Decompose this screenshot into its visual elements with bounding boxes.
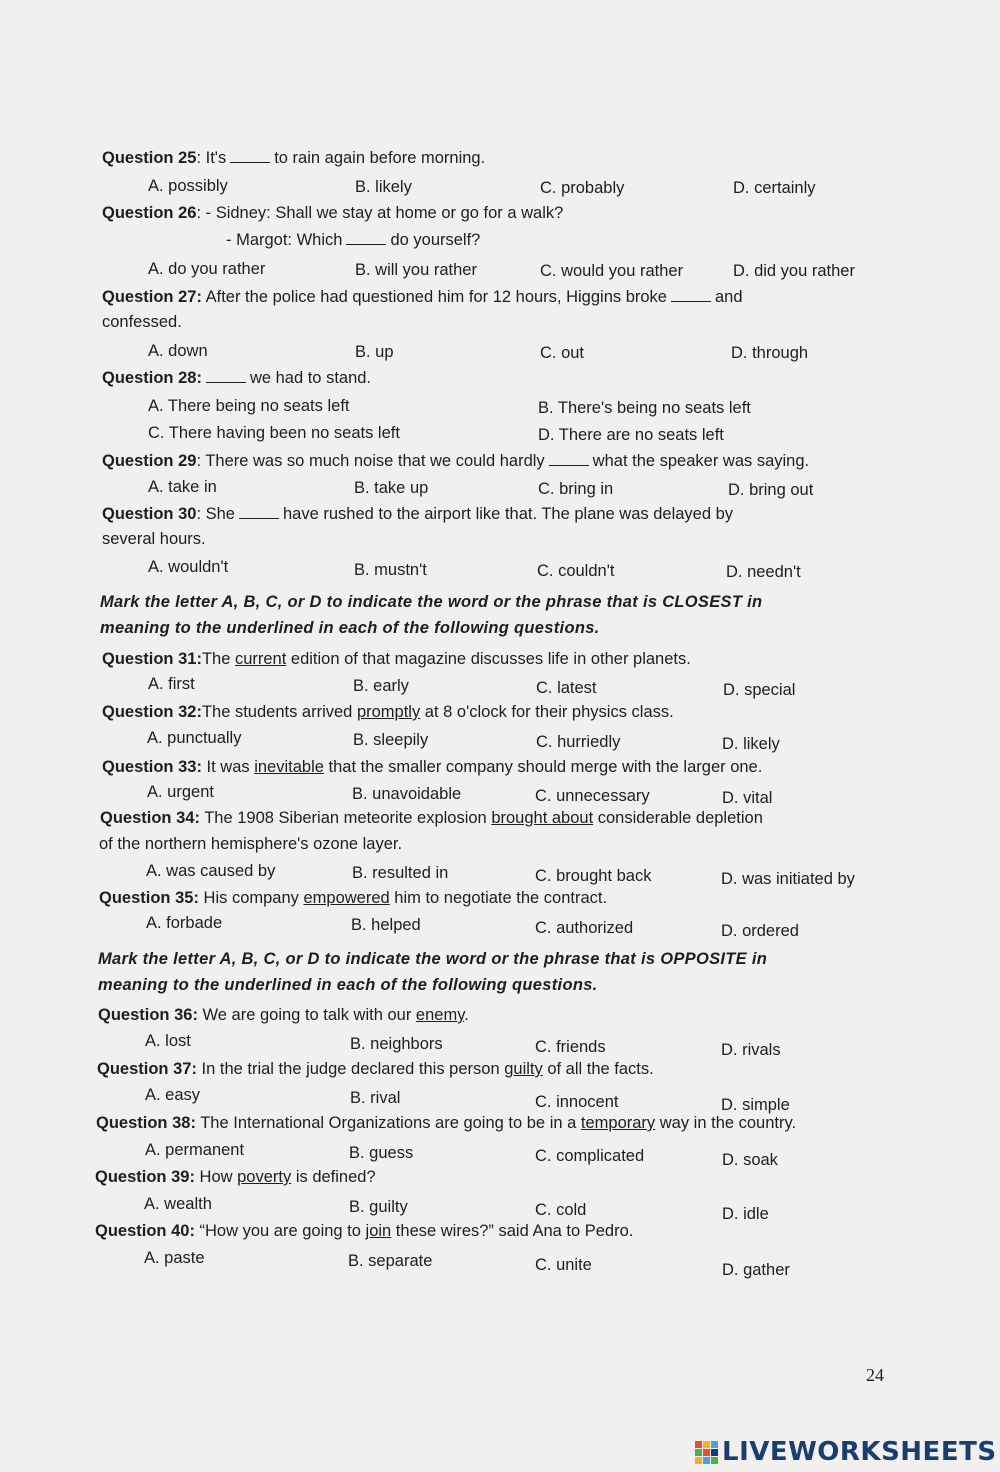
option-d: D. gather <box>722 1261 790 1279</box>
option-d: D. was initiated by <box>721 870 855 888</box>
option-d: D. needn't <box>726 563 801 581</box>
option-a: A. possibly <box>148 177 228 195</box>
question-35: Question 35: His company empowered him to negotiate the contract. <box>99 889 608 907</box>
question-32: Question 32:The students arrived promptly at 8 o'clock for their physics class. <box>102 703 674 721</box>
option-d: D. soak <box>722 1151 778 1169</box>
question-27-cont: confessed. <box>102 313 182 331</box>
question-25: Question 25: It's to rain again before morning. <box>102 149 486 167</box>
logo-square <box>695 1449 702 1456</box>
option-b: B. rival <box>350 1089 401 1107</box>
instruction-opposite: Mark the letter A, B, C, or D to indicate the word or the phrase that is OPPOSITE in <box>98 950 768 968</box>
underlined-word: guilty <box>504 1060 543 1078</box>
question-34: Question 34: The 1908 Siberian meteorite explosion brought about considerable depletion <box>100 809 763 827</box>
option-c: C. complicated <box>535 1147 645 1165</box>
logo-grid-icon <box>695 1441 718 1464</box>
option-b: B. early <box>353 677 409 695</box>
underlined-word: empowered <box>303 889 390 907</box>
option-c: C. friends <box>535 1038 606 1056</box>
option-c: C. latest <box>536 679 597 697</box>
question-33: Question 33: It was inevitable that the smaller company should merge with the larger one. <box>102 758 763 776</box>
option-c: C. would you rather <box>540 262 684 280</box>
option-b: B. take up <box>354 479 429 497</box>
question-26-line2: - Margot: Which do yourself? <box>226 231 481 249</box>
option-b: B. sleepily <box>353 731 429 749</box>
logo-square <box>711 1449 718 1456</box>
option-b: B. separate <box>348 1252 433 1270</box>
option-a: A. do you rather <box>148 260 266 278</box>
option-a: A. down <box>148 342 208 360</box>
liveworksheets-logo[interactable] <box>695 1437 997 1467</box>
underlined-word: enemy <box>415 1006 465 1024</box>
option-d: D. did you rather <box>733 262 855 280</box>
option-c: C. unite <box>535 1256 592 1274</box>
question-40: Question 40: “How you are going to join these wires?” said Ana to Pedro. <box>95 1222 634 1240</box>
question-39: Question 39: How poverty is defined? <box>95 1168 376 1186</box>
option-a: A. first <box>148 675 195 693</box>
option-a: A. urgent <box>147 783 214 801</box>
option-b: B. neighbors <box>350 1035 443 1053</box>
option-d: D. vital <box>722 789 773 807</box>
option-b: B. mustn't <box>354 561 427 579</box>
option-b: B. guilty <box>349 1198 408 1216</box>
logo-square <box>703 1457 710 1464</box>
option-a: A. There being no seats left <box>148 397 350 415</box>
option-b: B. likely <box>355 178 412 196</box>
question-30: Question 30: She have rushed to the airport like that. The plane was delayed by <box>102 505 734 523</box>
option-d: D. rivals <box>721 1041 781 1059</box>
option-c: C. brought back <box>535 867 652 885</box>
option-c: C. probably <box>540 179 625 197</box>
underlined-word: current <box>234 650 287 668</box>
option-c: C. There having been no seats left <box>148 424 400 442</box>
underlined-word: poverty <box>237 1168 292 1186</box>
answer-blank <box>206 370 246 383</box>
answer-blank <box>671 289 711 302</box>
underlined-word: brought about <box>491 809 594 827</box>
option-a: A. wealth <box>144 1195 212 1213</box>
option-a: A. permanent <box>145 1141 245 1159</box>
logo-square <box>711 1457 718 1464</box>
instruction-opposite-line2: meaning to the underlined in each of the following questions. <box>98 976 598 994</box>
instruction-closest: Mark the letter A, B, C, or D to indicate the word or the phrase that is CLOSEST in <box>100 593 763 611</box>
option-b: B. There's being no seats left <box>538 399 751 417</box>
option-c: C. couldn't <box>537 562 615 580</box>
question-38: Question 38: The International Organizations are going to be in a temporary way in the country. <box>96 1114 797 1132</box>
option-c: C. unnecessary <box>535 787 650 805</box>
option-c: C. bring in <box>538 480 614 498</box>
logo-square <box>703 1441 710 1448</box>
question-30-cont: several hours. <box>102 530 206 548</box>
option-b: B. helped <box>351 916 421 934</box>
option-a: A. punctually <box>147 729 242 747</box>
question-36: Question 36: We are going to talk with our enemy. <box>98 1006 469 1024</box>
question-27: Question 27: After the police had questioned him for 12 hours, Higgins broke and <box>102 288 743 306</box>
question-34-cont: of the northern hemisphere's ozone layer. <box>99 835 403 853</box>
answer-blank <box>549 453 589 466</box>
logo-square <box>695 1441 702 1448</box>
question-31: Question 31:The current edition of that magazine discusses life in other planets. <box>102 650 691 668</box>
question-28: Question 28: we had to stand. <box>102 369 372 387</box>
underlined-word: join <box>365 1222 392 1240</box>
option-c: C. innocent <box>535 1093 619 1111</box>
option-a: A. was caused by <box>146 862 276 880</box>
option-b: B. will you rather <box>355 261 477 279</box>
answer-blank <box>239 506 279 519</box>
option-d: D. through <box>731 344 809 362</box>
instruction-closest-line2: meaning to the underlined in each of the following questions. <box>100 619 600 637</box>
answer-blank <box>346 232 386 245</box>
option-d: D. There are no seats left <box>538 426 724 444</box>
option-d: D. special <box>723 681 796 699</box>
underlined-word: inevitable <box>254 758 324 776</box>
option-d: D. certainly <box>733 179 816 197</box>
option-c: C. cold <box>535 1201 587 1219</box>
option-c: C. out <box>540 344 585 362</box>
option-a: A. lost <box>145 1032 191 1050</box>
option-a: A. wouldn't <box>148 558 229 576</box>
option-a: A. take in <box>148 478 217 496</box>
answer-blank <box>230 150 270 163</box>
question-37: Question 37: In the trial the judge declared this person guilty of all the facts. <box>97 1060 654 1078</box>
option-d: D. idle <box>722 1205 769 1223</box>
option-d: D. likely <box>722 735 780 753</box>
logo-square <box>695 1457 702 1464</box>
question-29: Question 29: There was so much noise that we could hardly what the speaker was saying. <box>102 452 810 470</box>
option-d: D. bring out <box>728 481 814 499</box>
option-b: B. guess <box>349 1144 414 1162</box>
option-d: D. ordered <box>721 922 799 940</box>
underlined-word: promptly <box>356 703 421 721</box>
option-c: C. hurriedly <box>536 733 621 751</box>
option-d: D. simple <box>721 1096 790 1114</box>
option-c: C. authorized <box>535 919 634 937</box>
question-26: Question 26: - Sidney: Shall we stay at home or go for a walk? <box>102 204 564 222</box>
logo-square <box>703 1449 710 1456</box>
logo-square <box>711 1441 718 1448</box>
option-b: B. unavoidable <box>352 785 462 803</box>
page-number: 24 <box>866 1365 884 1385</box>
option-a: A. forbade <box>146 914 223 932</box>
option-a: A. easy <box>145 1086 201 1104</box>
option-b: B. up <box>355 343 394 361</box>
logo-text: LIVEWORKSHEETS <box>722 1437 997 1467</box>
underlined-word: temporary <box>580 1114 656 1132</box>
option-a: A. paste <box>144 1249 205 1267</box>
option-b: B. resulted in <box>352 864 449 882</box>
